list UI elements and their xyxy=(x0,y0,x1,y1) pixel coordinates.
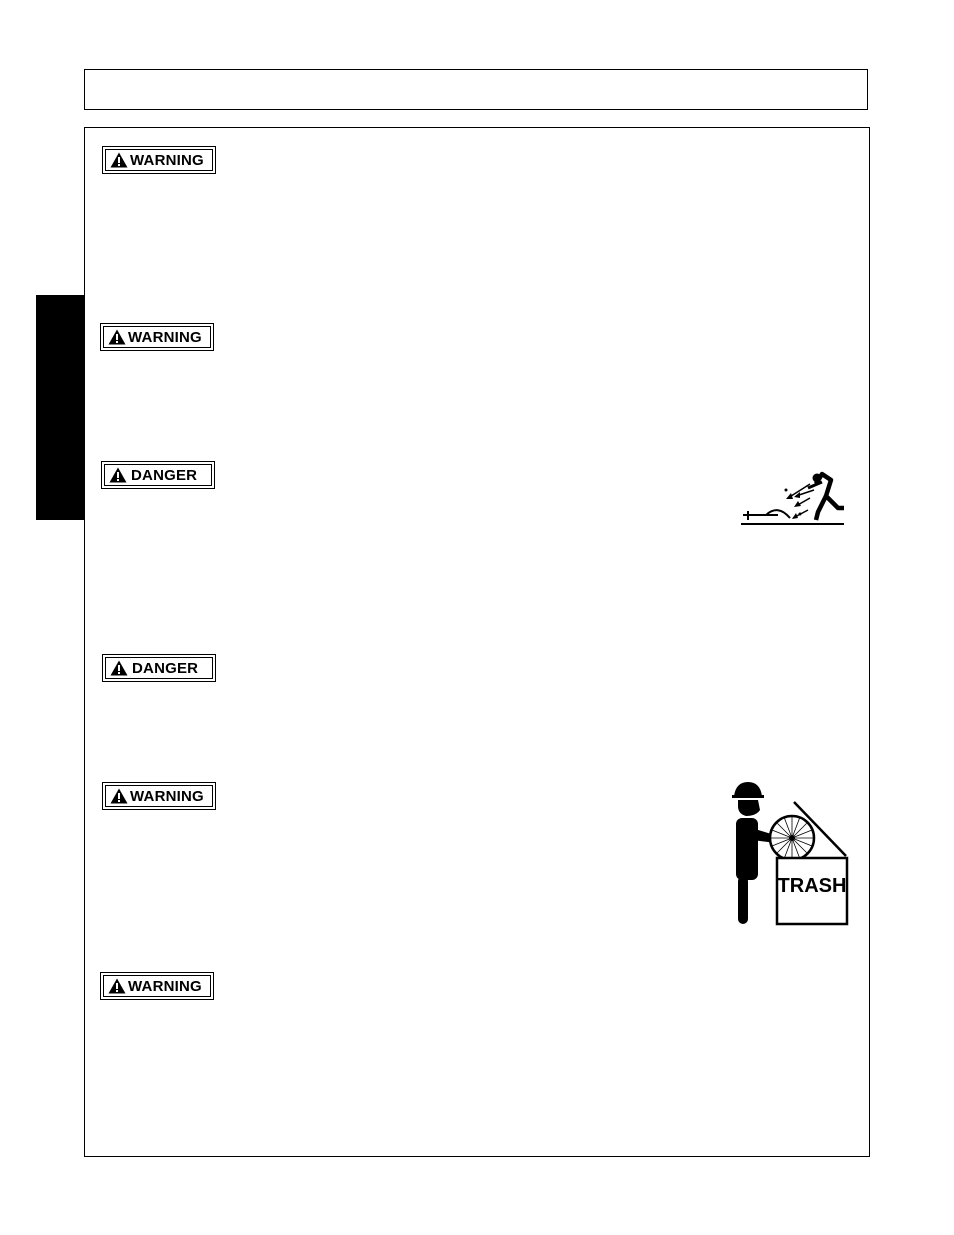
warning-label-text: WARNING xyxy=(130,151,204,169)
safety-content-box xyxy=(84,127,870,1157)
alert-triangle-icon xyxy=(110,660,128,676)
warning-label-text: WARNING xyxy=(130,787,204,805)
danger-label-text: DANGER xyxy=(131,466,198,484)
alert-triangle-icon xyxy=(108,329,126,345)
page-header-box xyxy=(84,69,868,110)
worker-discarding-blade-icon xyxy=(722,780,850,928)
alert-triangle-icon xyxy=(110,788,128,804)
warning-label xyxy=(102,782,216,810)
warning-label xyxy=(100,972,214,1000)
warning-label xyxy=(102,146,216,174)
section-side-tab xyxy=(36,295,84,520)
thrown-object-hazard-icon xyxy=(738,468,848,528)
warning-label xyxy=(100,323,214,351)
alert-triangle-icon xyxy=(108,978,126,994)
alert-triangle-icon xyxy=(109,467,127,483)
warning-label-text: WARNING xyxy=(128,977,202,995)
danger-label xyxy=(101,461,215,489)
alert-triangle-icon xyxy=(110,152,128,168)
danger-label-text: DANGER xyxy=(132,659,199,677)
trash-sign-text: TRASH xyxy=(777,875,847,897)
warning-label-text: WARNING xyxy=(128,328,202,346)
danger-label xyxy=(102,654,216,682)
